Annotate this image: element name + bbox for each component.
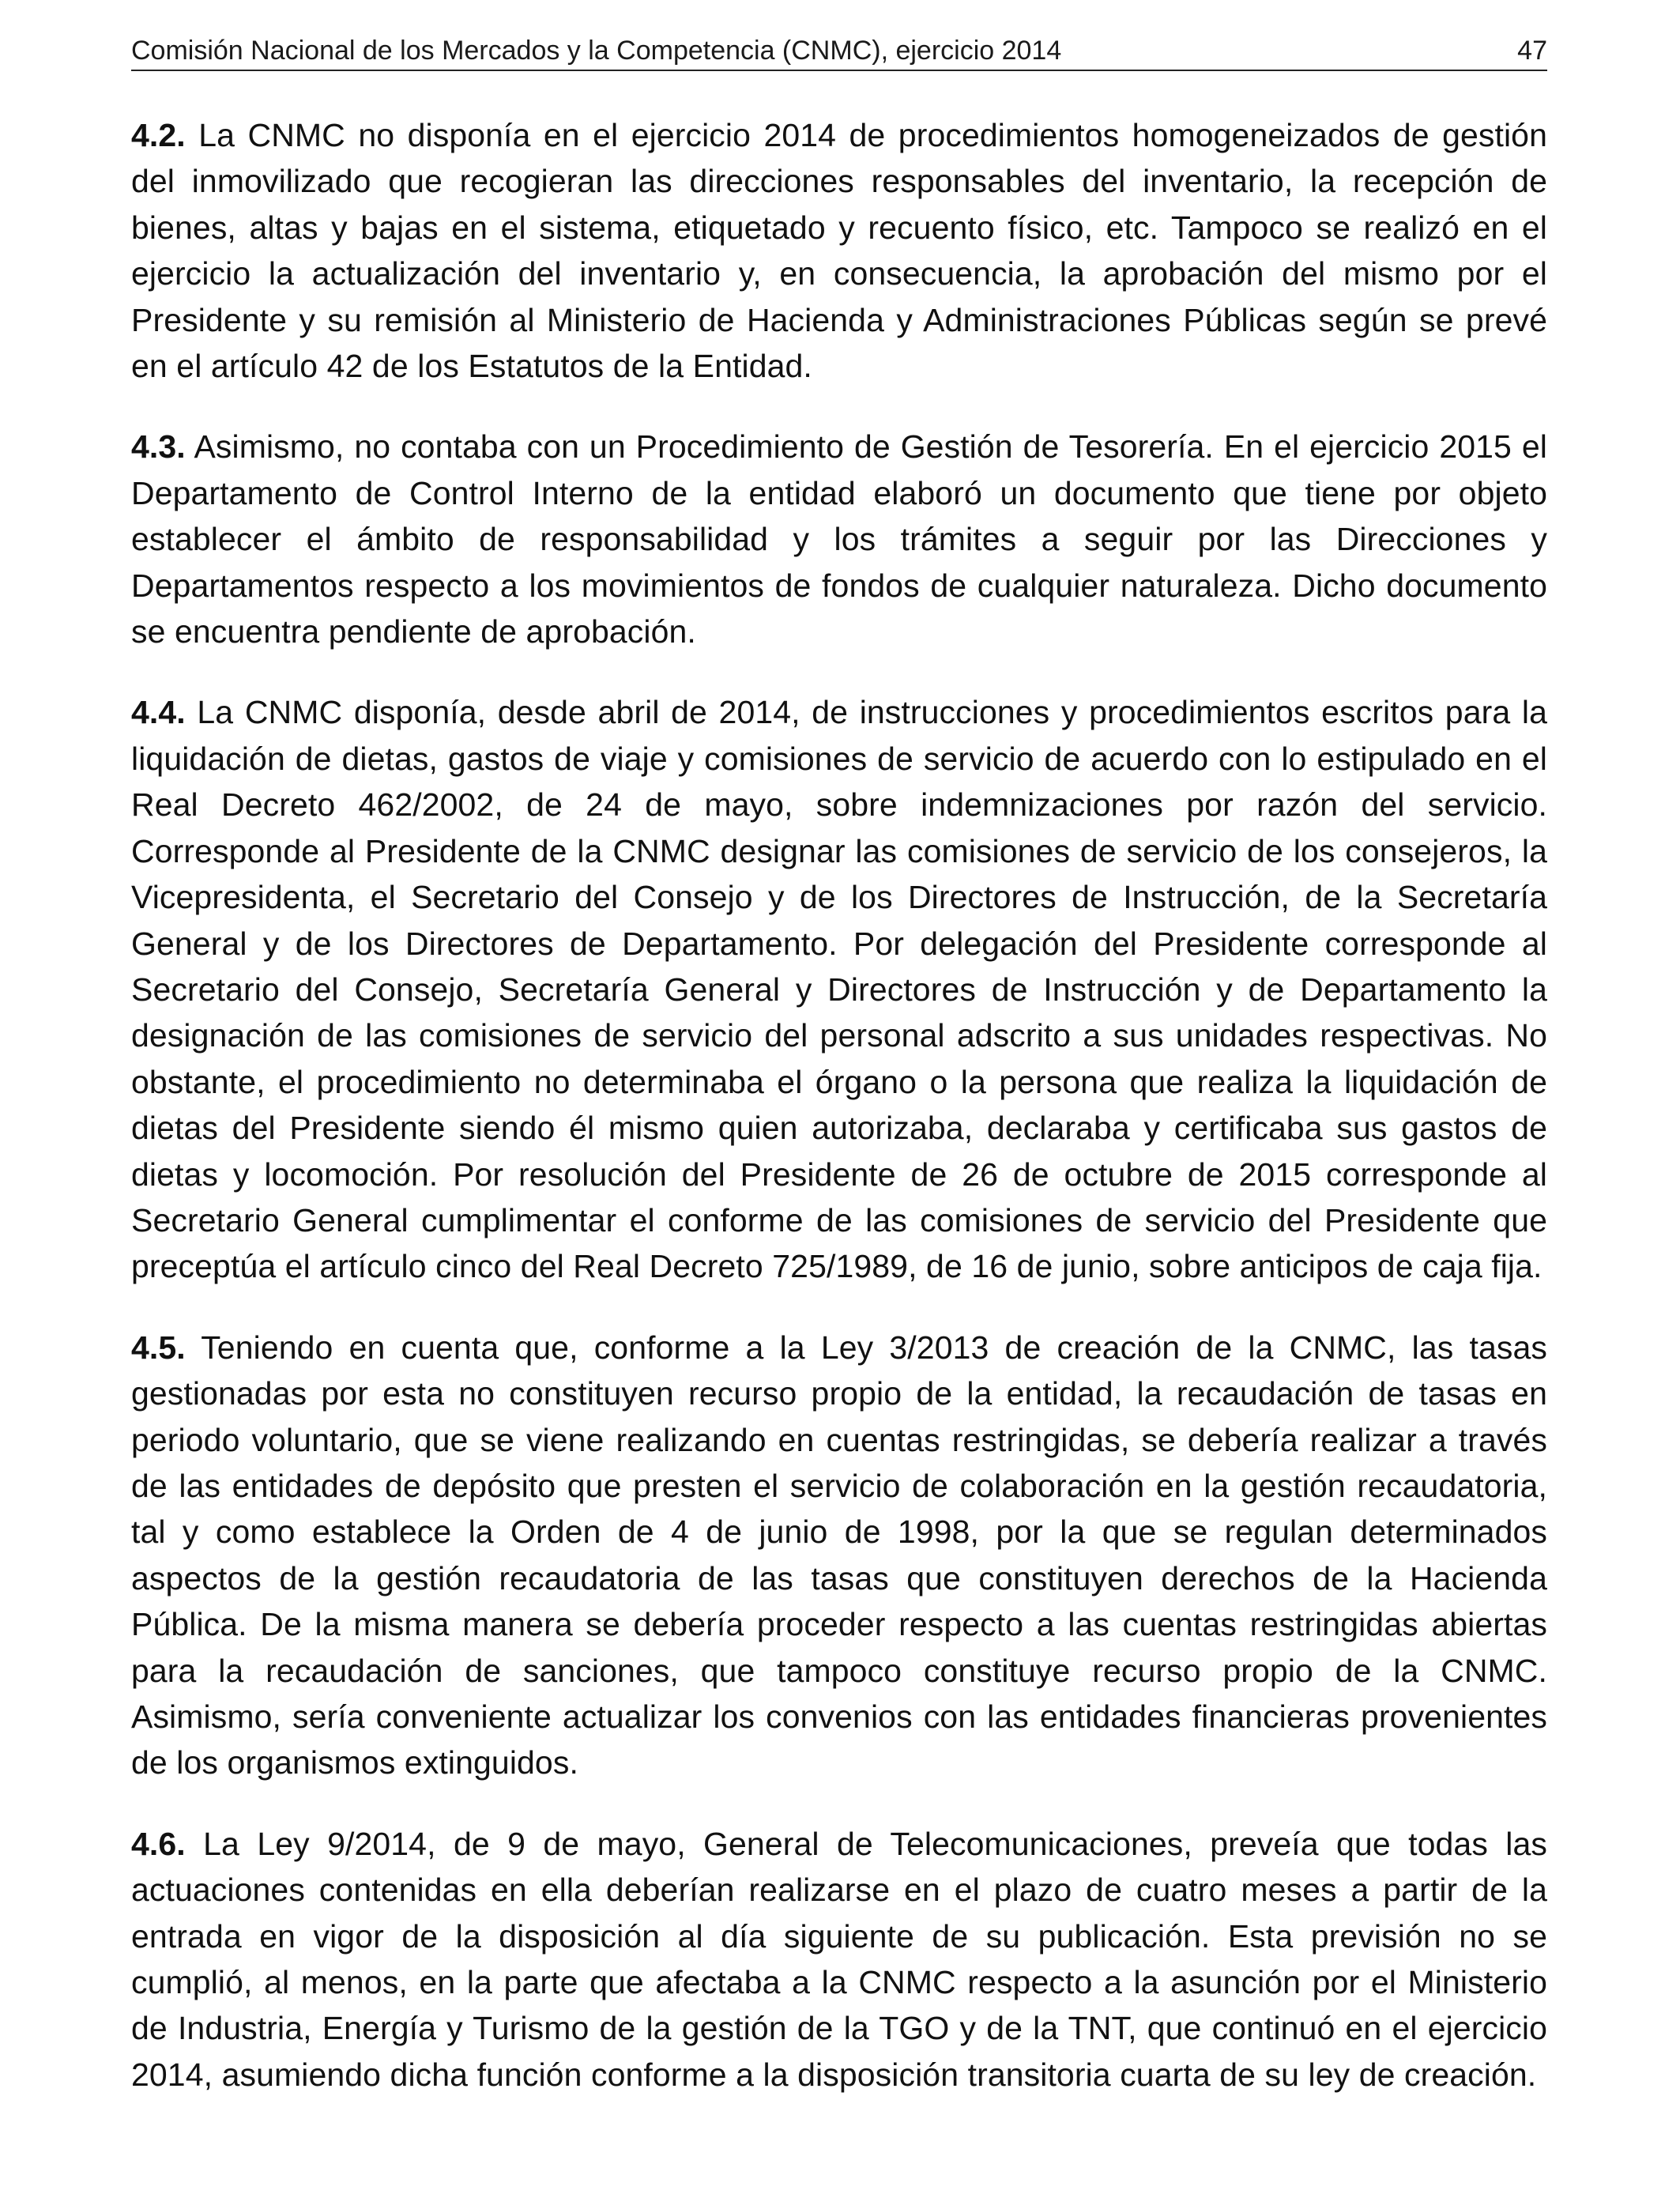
paragraph-4-6 — [131, 1821, 1547, 2098]
page-header — [131, 33, 1547, 68]
page-number: 47 — [1517, 36, 1547, 66]
paragraph-text: La Ley 9/2014, de 9 de mayo, General de Telecomunicaciones, preveía que todas las actuaciones contenidas en ella deberían realizarse en el plazo de cuatro meses a partir de la entrada en vigor de la disposición al día siguiente de su publicación. Esta previsión no se cumplió, al menos, en la parte que afectaba a la CNMC respecto a la asunción por el Ministerio de Industria, Energía y Turismo de la gestión de la TGO y de la TNT, que continuó en el ejercicio 2014, asumiendo dicha función conforme a la disposición transitoria cuarta de su ley de creación. — [131, 1825, 1547, 2093]
paragraph-number: 4.4. — [131, 694, 186, 731]
paragraph-4-3 — [131, 424, 1547, 654]
paragraph-4-5 — [131, 1325, 1547, 1786]
paragraph-4-4 — [131, 689, 1547, 1289]
paragraph-number: 4.3. — [131, 428, 186, 466]
header-divider — [131, 70, 1547, 71]
paragraph-number: 4.5. — [131, 1329, 186, 1366]
paragraph-4-2 — [131, 112, 1547, 389]
paragraph-number: 4.6. — [131, 1825, 186, 1862]
paragraph-text: La CNMC disponía, desde abril de 2014, de instrucciones y procedimientos escritos para la liquidación de dietas, gastos de viaje y comisiones de servicio de acuerdo con lo estipulado en el Real Decreto 462/2002, de 24 de mayo, sobre indemnizaciones por razón del servicio. Corresponde al Presidente de la CNMC designar las comisiones de servicio de los consejeros, la Vicepresidenta, el Secretario del Consejo y de los Directores de Instrucción, de la Secretaría General y de los Directores de Departamento. Por delegación del Presidente corresponde al Secretario del Consejo, Secretaría General y Directores de Instrucción y de Departamento la designación de las comisiones de servicio del personal adscrito a sus unidades respectivas. No obstante, el procedimiento no determinaba el órgano o la persona que realiza la liquidación de dietas del Presidente siendo él mismo quien autorizaba, declaraba y certificaba sus gastos de dietas y locomoción. Por resolución del Presidente de 26 de octubre de 2015 corresponde al Secretario General cumplimentar el conforme de las comisiones de servicio del Presidente que preceptúa el artículo cinco del Real Decreto 725/1989, de 16 de junio, sobre anticipos de caja fija. — [131, 694, 1547, 1285]
document-body — [131, 112, 1547, 2132]
paragraph-text: Asimismo, no contaba con un Procedimiento de Gestión de Tesorería. En el ejercicio 2015 el Departamento de Control Interno de la entidad elaboró un documento que tiene por objeto establecer el ámbito de responsabilidad y los trámites a seguir por las Direcciones y Departamentos respecto a los movimientos de fondos de cualquier naturaleza. Dicho documento se encuentra pendiente de aprobación. — [131, 428, 1547, 650]
paragraph-number: 4.2. — [131, 117, 186, 153]
paragraph-text: La CNMC no disponía en el ejercicio 2014 de procedimientos homogeneizados de gestión del inmovilizado que recogieran las direcciones responsables del inventario, la recepción de bienes, altas y bajas en el sistema, etiquetado y recuento físico, etc. Tampoco se realizó en el ejercicio la actualización del inventario y, en consecuencia, la aprobación del mismo por el Presidente y su remisión al Ministerio de Hacienda y Administraciones Públicas según se prevé en el artículo 42 de los Estatutos de la Entidad. — [131, 117, 1547, 385]
paragraph-text: Teniendo en cuenta que, conforme a la Ley 3/2013 de creación de la CNMC, las tasas gestionadas por esta no constituyen recurso propio de la entidad, la recaudación de tasas en periodo voluntario, que se viene realizando en cuentas restringidas, se debería realizar a través de las entidades de depósito que presten el servicio de colaboración en la gestión recaudatoria, tal y como establece la Orden de 4 de junio de 1998, por la que se regulan determinados aspectos de la gestión recaudatoria de las tasas que constituyen derechos de la Hacienda Pública. De la misma manera se debería proceder respecto a las cuentas restringidas abiertas para la recaudación de sanciones, que tampoco constituye recurso propio de la CNMC. Asimismo, sería conveniente actualizar los convenios con las entidades financieras provenientes de los organismos extinguidos. — [131, 1329, 1547, 1781]
header-title: Comisión Nacional de los Mercados y la Competencia (CNMC), ejercicio 2014 — [131, 36, 1062, 66]
